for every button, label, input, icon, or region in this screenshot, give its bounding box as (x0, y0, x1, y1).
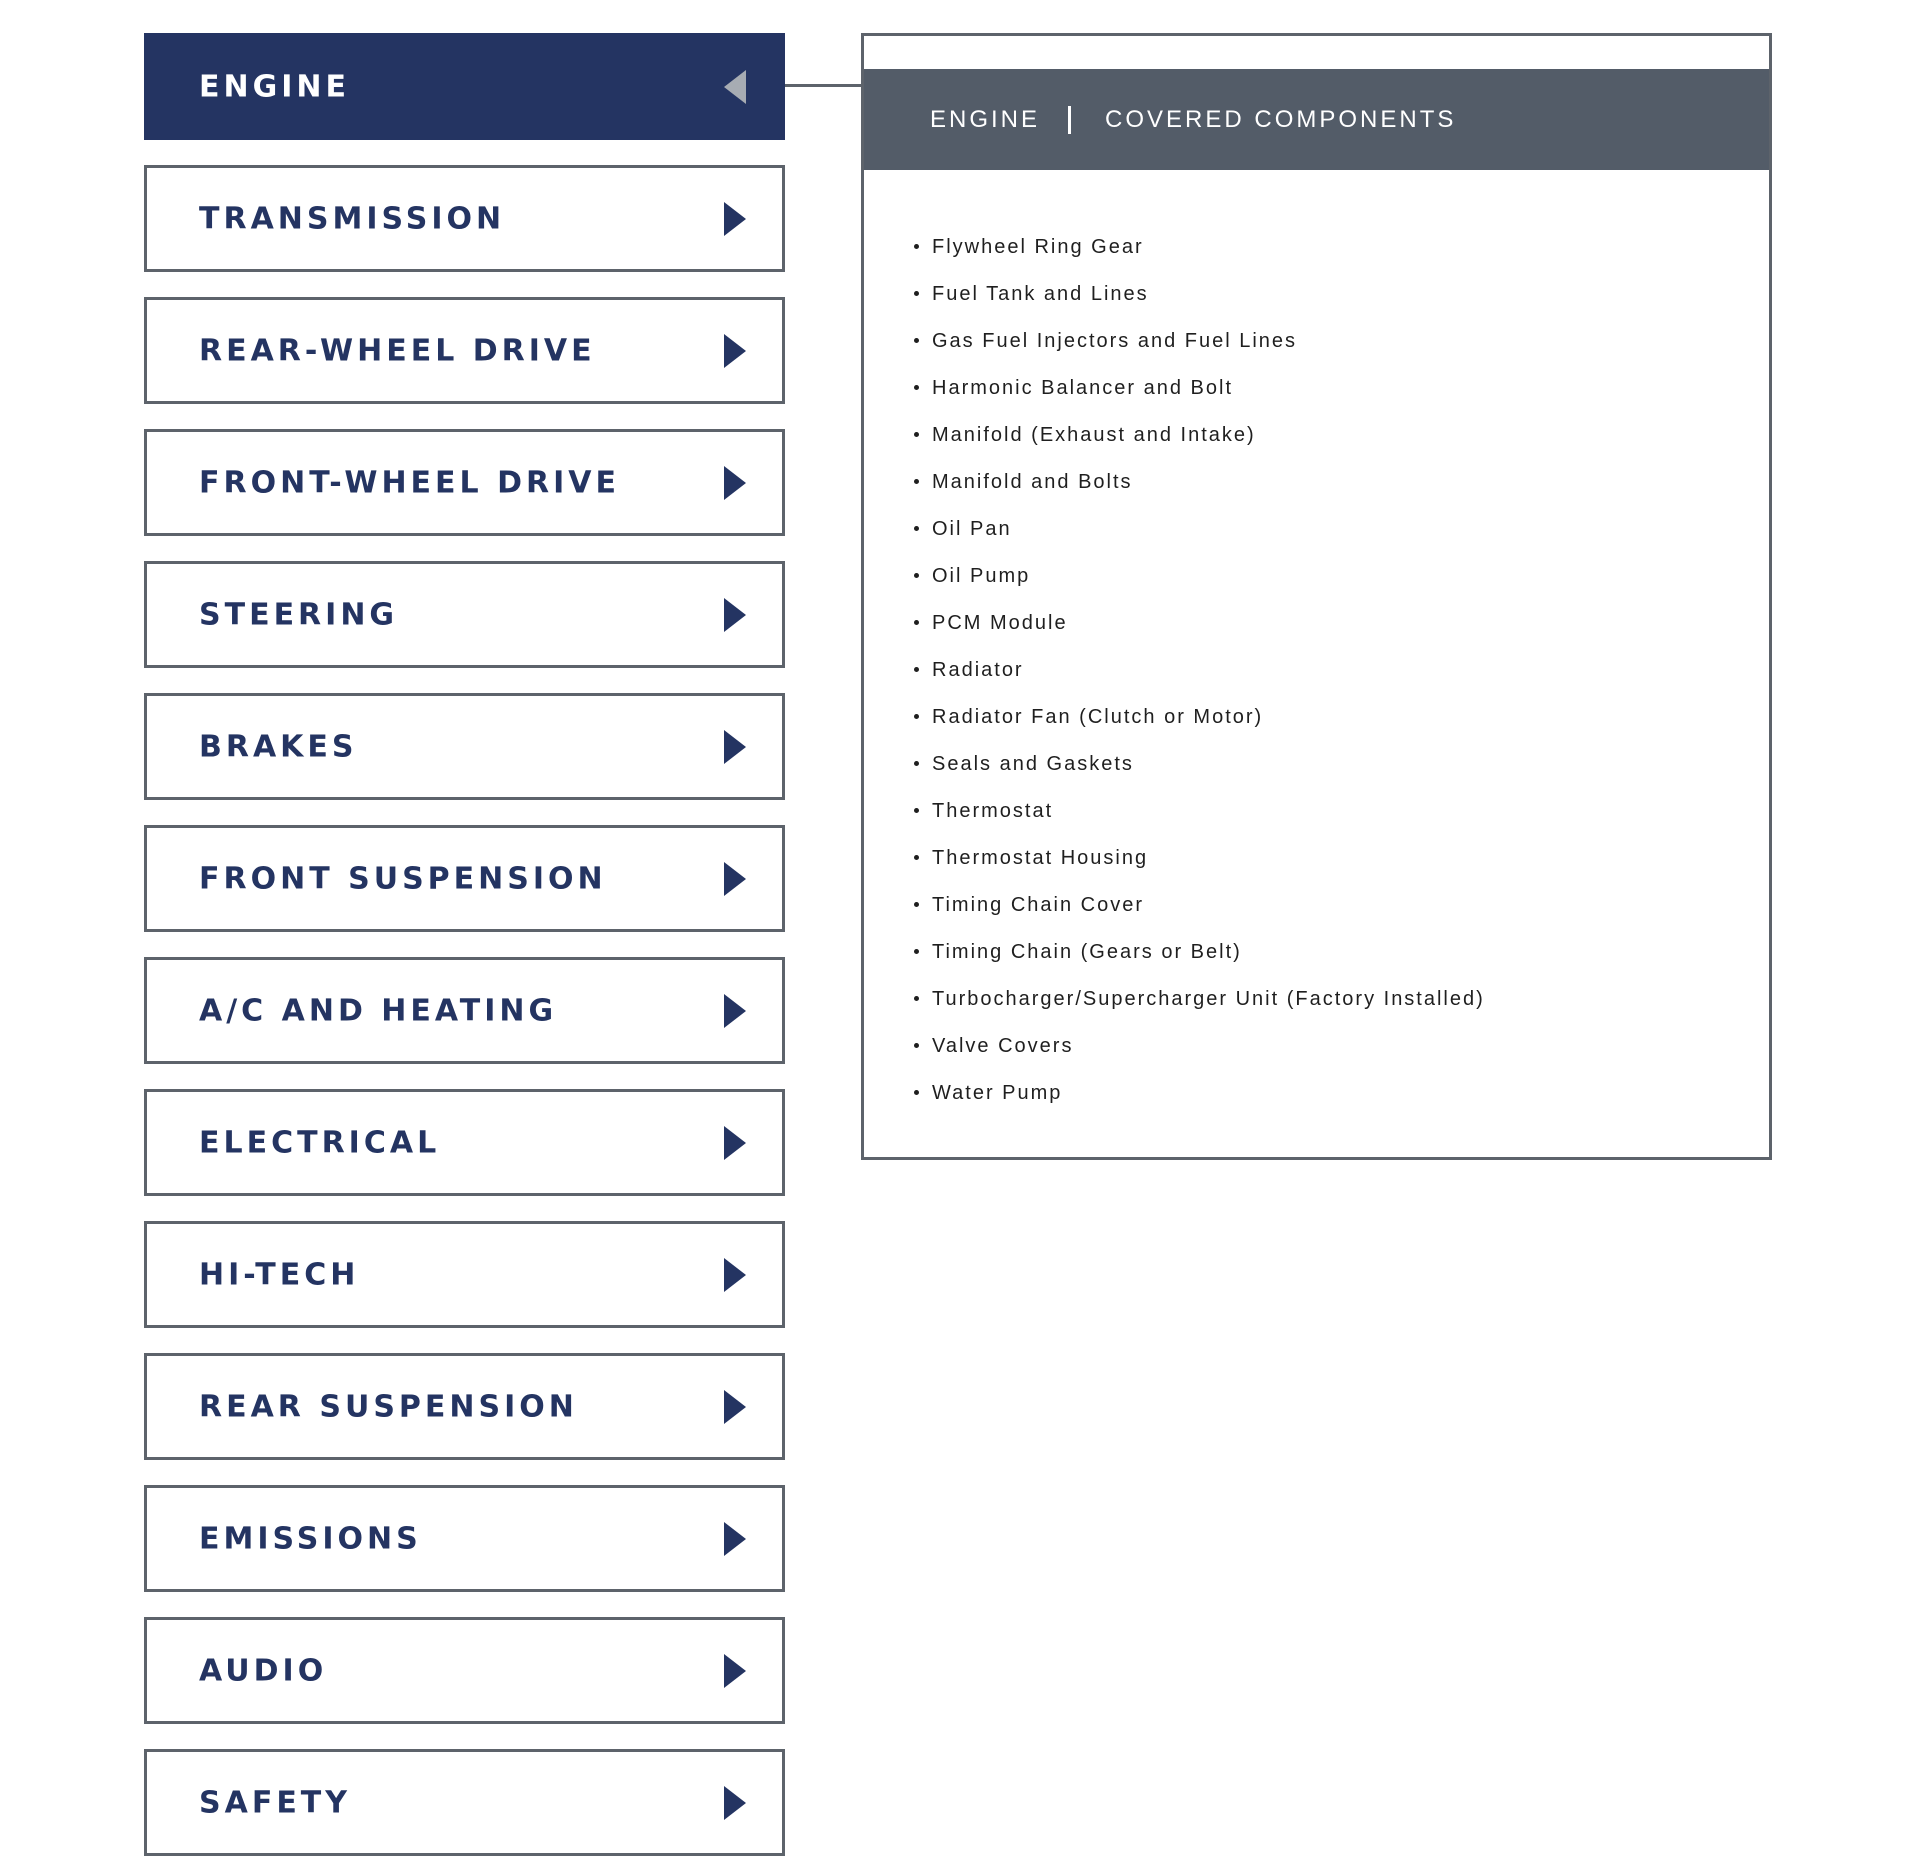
bullet-icon (914, 620, 919, 625)
bullet-icon (914, 526, 919, 531)
component-name: Oil Pan (932, 518, 1012, 540)
bullet-icon (914, 338, 919, 343)
component-list-item (914, 271, 1485, 318)
component-list-item (914, 412, 1485, 459)
component-list-item (914, 741, 1485, 788)
component-name: Water Pump (932, 1082, 1063, 1104)
component-name: Seals and Gaskets (932, 753, 1134, 775)
component-name: Valve Covers (932, 1035, 1074, 1057)
active-connector-line (785, 84, 861, 87)
menu-item-label: BRAKES (199, 729, 358, 764)
menu-item-label: STEERING (199, 597, 399, 632)
menu-item-a-c-and-heating[interactable] (144, 957, 785, 1064)
menu-item-label: EMISSIONS (199, 1521, 422, 1556)
menu-item-front-suspension[interactable] (144, 825, 785, 932)
component-list-item (914, 600, 1485, 647)
component-name: Timing Chain (Gears or Belt) (932, 941, 1242, 963)
menu-item-label: REAR SUSPENSION (199, 1389, 578, 1424)
arrow-right-icon (724, 334, 746, 368)
component-list-item (914, 835, 1485, 882)
bullet-icon (914, 291, 919, 296)
bullet-icon (914, 1090, 919, 1095)
bullet-icon (914, 949, 919, 954)
component-name: Oil Pump (932, 565, 1031, 587)
component-list-item (914, 929, 1485, 976)
bullet-icon (914, 479, 919, 484)
arrow-right-icon (724, 862, 746, 896)
menu-item-label: SAFETY (199, 1785, 351, 1820)
panel-title: COVERED COMPONENTS (1105, 105, 1457, 133)
component-list-item (914, 553, 1485, 600)
component-list-item (914, 976, 1485, 1023)
header-divider (1068, 106, 1071, 134)
menu-item-rear-suspension[interactable] (144, 1353, 785, 1460)
panel-category-label: ENGINE (930, 105, 1041, 133)
component-list-item (914, 224, 1485, 271)
menu-item-audio[interactable] (144, 1617, 785, 1724)
component-name: Turbocharger/Supercharger Unit (Factory Installed) (932, 988, 1485, 1010)
component-name: Gas Fuel Injectors and Fuel Lines (932, 330, 1298, 352)
menu-item-brakes[interactable] (144, 693, 785, 800)
menu-item-label: TRANSMISSION (199, 201, 506, 236)
panel-header (864, 69, 1769, 170)
menu-item-engine[interactable] (144, 33, 785, 140)
menu-item-label: ENGINE (199, 69, 350, 104)
covered-components-panel (861, 33, 1772, 1160)
component-list-item (914, 882, 1485, 929)
menu-item-electrical[interactable] (144, 1089, 785, 1196)
bullet-icon (914, 244, 919, 249)
menu-item-label: HI-TECH (199, 1257, 360, 1292)
bullet-icon (914, 902, 919, 907)
menu-item-steering[interactable] (144, 561, 785, 668)
component-list-item (914, 459, 1485, 506)
component-name: Timing Chain Cover (932, 894, 1144, 916)
menu-item-emissions[interactable] (144, 1485, 785, 1592)
bullet-icon (914, 761, 919, 766)
component-list-item (914, 506, 1485, 553)
component-list-item (914, 788, 1485, 835)
components-list (914, 224, 1485, 1117)
arrow-right-icon (724, 1654, 746, 1688)
menu-item-label: ELECTRICAL (199, 1125, 441, 1160)
component-list-item (914, 1070, 1485, 1117)
arrow-right-icon (724, 202, 746, 236)
menu-item-rear-wheel-drive[interactable] (144, 297, 785, 404)
arrow-left-icon (724, 70, 746, 104)
menu-item-label: FRONT SUSPENSION (199, 861, 607, 896)
component-name: Manifold (Exhaust and Intake) (932, 424, 1256, 446)
menu-item-transmission[interactable] (144, 165, 785, 272)
menu-item-safety[interactable] (144, 1749, 785, 1856)
component-list-item (914, 1023, 1485, 1070)
arrow-right-icon (724, 730, 746, 764)
arrow-right-icon (724, 1258, 746, 1292)
menu-item-label: AUDIO (199, 1653, 328, 1688)
menu-item-hi-tech[interactable] (144, 1221, 785, 1328)
component-name: Thermostat (932, 800, 1054, 822)
bullet-icon (914, 714, 919, 719)
component-list-item (914, 365, 1485, 412)
bullet-icon (914, 385, 919, 390)
menu-item-label: A/C AND HEATING (199, 993, 558, 1028)
component-name: PCM Module (932, 612, 1068, 634)
arrow-right-icon (724, 598, 746, 632)
category-menu (144, 33, 785, 1856)
component-list-item (914, 694, 1485, 741)
bullet-icon (914, 996, 919, 1001)
arrow-right-icon (724, 1126, 746, 1160)
arrow-right-icon (724, 994, 746, 1028)
component-name: Radiator Fan (Clutch or Motor) (932, 706, 1264, 728)
bullet-icon (914, 573, 919, 578)
component-name: Flywheel Ring Gear (932, 236, 1144, 258)
bullet-icon (914, 808, 919, 813)
component-name: Harmonic Balancer and Bolt (932, 377, 1234, 399)
component-name: Manifold and Bolts (932, 471, 1133, 493)
component-list-item (914, 318, 1485, 365)
arrow-right-icon (724, 1786, 746, 1820)
component-list-item (914, 647, 1485, 694)
bullet-icon (914, 1043, 919, 1048)
menu-item-label: REAR-WHEEL DRIVE (199, 333, 596, 368)
component-name: Radiator (932, 659, 1024, 681)
arrow-right-icon (724, 1522, 746, 1556)
bullet-icon (914, 855, 919, 860)
bullet-icon (914, 432, 919, 437)
component-name: Thermostat Housing (932, 847, 1149, 869)
arrow-right-icon (724, 1390, 746, 1424)
arrow-right-icon (724, 466, 746, 500)
menu-item-label: FRONT-WHEEL DRIVE (199, 465, 620, 500)
component-name: Fuel Tank and Lines (932, 283, 1149, 305)
menu-item-front-wheel-drive[interactable] (144, 429, 785, 536)
bullet-icon (914, 667, 919, 672)
